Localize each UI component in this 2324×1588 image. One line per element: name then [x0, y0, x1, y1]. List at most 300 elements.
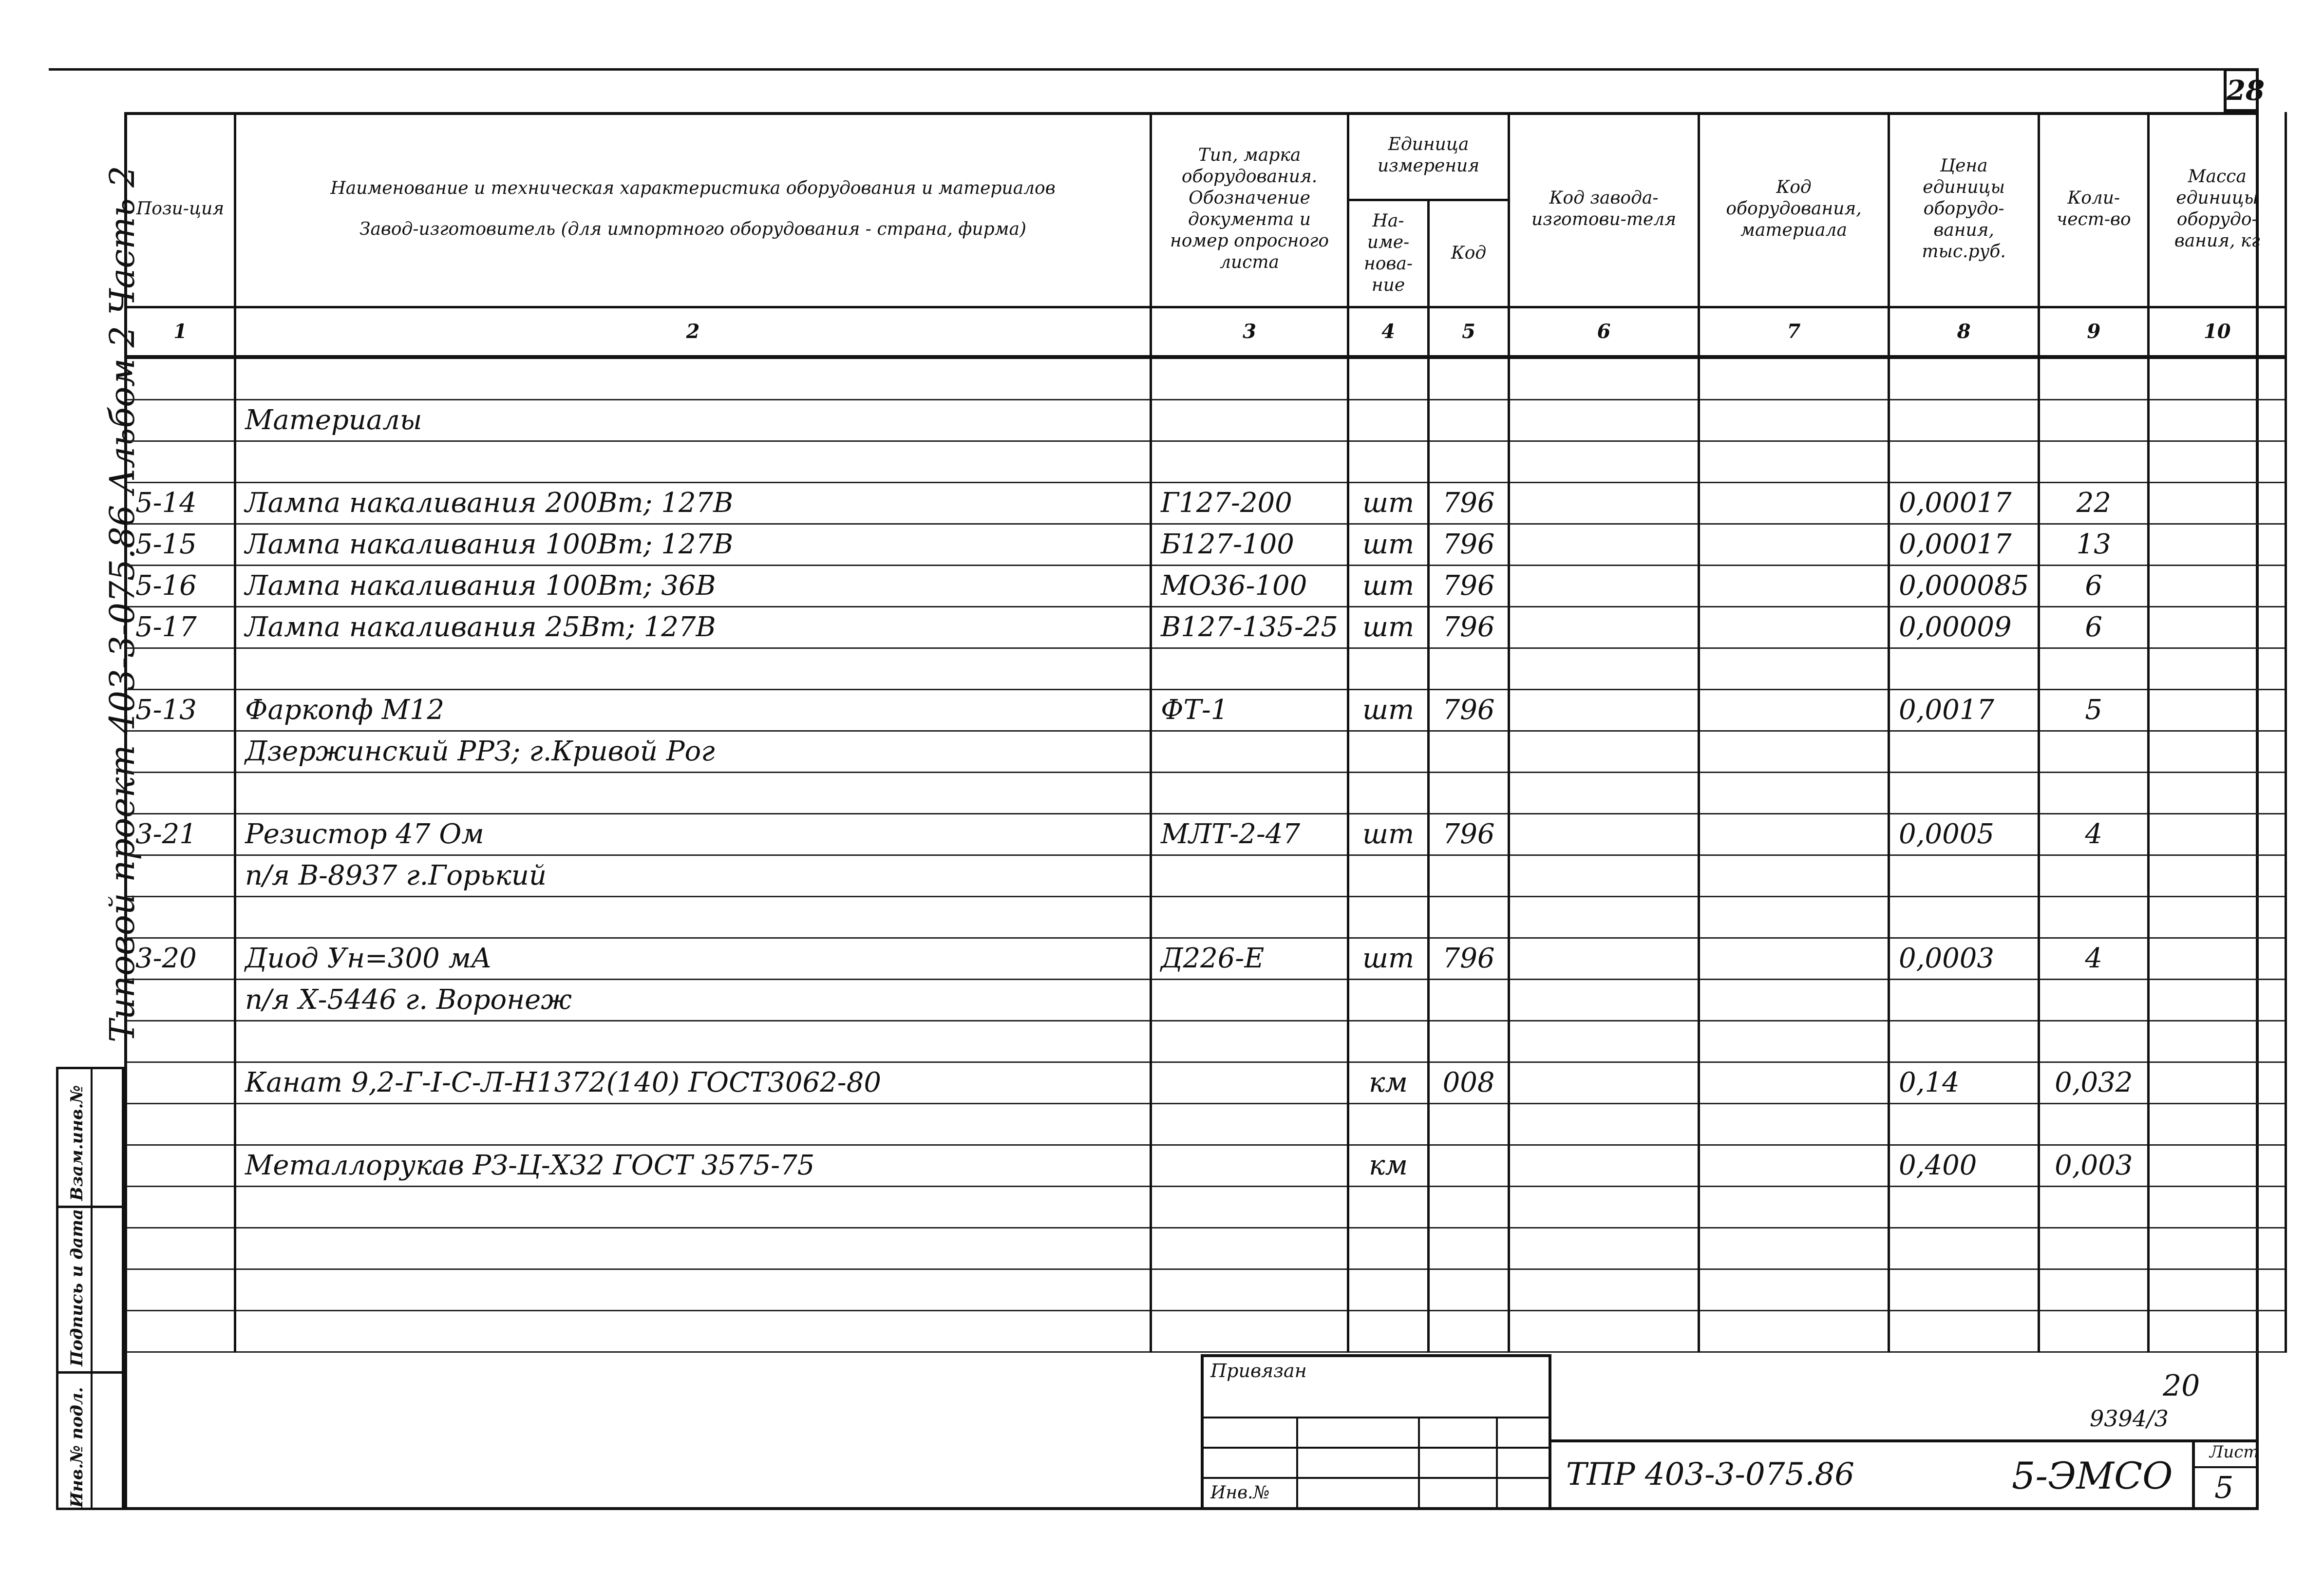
list-number: 5	[2214, 1470, 2234, 1505]
unit-cell: км	[1348, 1062, 1429, 1103]
signature-date-label: Подпись и дата	[67, 1209, 87, 1366]
table-row	[126, 1310, 2286, 1352]
unit-cell	[1348, 979, 1429, 1021]
price-cell	[1889, 855, 2039, 896]
column-number: 10	[2149, 307, 2286, 357]
position-cell: 5-13	[126, 689, 235, 731]
position-cell	[126, 1310, 235, 1352]
quantity-cell	[2039, 1269, 2149, 1310]
price-cell	[1889, 731, 2039, 772]
name-cell	[235, 772, 1151, 813]
quantity-cell	[2039, 772, 2149, 813]
quantity-cell	[2039, 399, 2149, 441]
unit-cell	[1348, 772, 1429, 813]
column-number: 7	[1699, 307, 1889, 357]
header-unit-code: Код	[1429, 200, 1509, 307]
name-cell	[235, 896, 1151, 938]
unit-code-cell: 796	[1429, 482, 1509, 524]
mass-cell	[2149, 1269, 2286, 1310]
unit-code-cell	[1429, 1228, 1509, 1269]
position-cell	[126, 357, 235, 400]
unit-cell	[1348, 1021, 1429, 1062]
plant-code-cell	[1509, 1269, 1699, 1310]
replaced-inv-label: Взам.инв.№	[67, 1085, 87, 1201]
unit-code-cell	[1429, 357, 1509, 400]
material-code-cell	[1699, 1228, 1889, 1269]
name-cell	[235, 1103, 1151, 1145]
left-margin-title: Типовой проект 403-3-075.86 Альбом 2 Часть 2	[102, 166, 142, 1042]
price-cell	[1889, 1186, 2039, 1228]
name-cell	[235, 1228, 1151, 1269]
mass-cell	[2149, 938, 2286, 979]
material-code-cell	[1699, 565, 1889, 606]
unit-code-cell	[1429, 979, 1509, 1021]
price-cell	[1889, 357, 2039, 400]
mass-cell	[2149, 1145, 2286, 1186]
price-cell	[1889, 979, 2039, 1021]
unit-cell: шт	[1348, 813, 1429, 855]
type-cell: Г127-200	[1151, 482, 1348, 524]
table-row	[126, 524, 2286, 565]
position-cell	[126, 731, 235, 772]
type-cell: В127-135-25	[1151, 606, 1348, 648]
mass-cell	[2149, 482, 2286, 524]
plant-code-cell	[1509, 441, 1699, 482]
name-cell: Канат 9,2-Г-I-С-Л-Н1372(140) ГОСТ3062-80	[235, 1062, 1151, 1103]
position-cell: 3-21	[126, 813, 235, 855]
table-row	[126, 648, 2286, 689]
price-cell: 0,000085	[1889, 565, 2039, 606]
quantity-cell	[2039, 1186, 2149, 1228]
position-cell	[126, 855, 235, 896]
unit-code-cell	[1429, 855, 1509, 896]
price-cell	[1889, 1103, 2039, 1145]
position-cell	[126, 979, 235, 1021]
type-cell	[1151, 855, 1348, 896]
table-row	[126, 772, 2286, 813]
plant-code-cell	[1509, 731, 1699, 772]
price-cell	[1889, 1310, 2039, 1352]
unit-code-cell	[1429, 399, 1509, 441]
unit-code-cell: 796	[1429, 606, 1509, 648]
name-cell: Резистор 47 Ом	[235, 813, 1151, 855]
unit-code-cell: 796	[1429, 938, 1509, 979]
name-cell	[235, 1021, 1151, 1062]
document-code: ТПР 403-3-075.86	[1566, 1456, 1854, 1493]
type-cell	[1151, 648, 1348, 689]
position-cell: 3-20	[126, 938, 235, 979]
position-cell	[126, 1021, 235, 1062]
table-row	[126, 357, 2286, 400]
inv-number-label: Инв.№	[1210, 1483, 1270, 1503]
sheet-number: 28	[2224, 68, 2259, 112]
table-row	[126, 565, 2286, 606]
mass-cell	[2149, 648, 2286, 689]
mass-cell	[2149, 731, 2286, 772]
inventory-strip-sep	[58, 1206, 122, 1208]
position-cell	[126, 399, 235, 441]
price-cell: 0,00017	[1889, 524, 2039, 565]
table-row	[126, 399, 2286, 441]
mass-cell	[2149, 772, 2286, 813]
name-cell: Металлорукав РЗ-Ц-Х32 ГОСТ 3575-75	[235, 1145, 1151, 1186]
unit-code-cell	[1429, 1186, 1509, 1228]
price-cell: 0,00017	[1889, 482, 2039, 524]
header-unit-name: На-име-нова-ние	[1348, 200, 1429, 307]
material-code-cell	[1699, 772, 1889, 813]
inventory-strip	[56, 1067, 124, 1510]
mass-cell	[2149, 565, 2286, 606]
material-code-cell	[1699, 482, 1889, 524]
material-code-cell	[1699, 896, 1889, 938]
table-row	[126, 1062, 2286, 1103]
type-cell	[1151, 1062, 1348, 1103]
plant-code-cell	[1509, 1103, 1699, 1145]
table-row	[126, 813, 2286, 855]
unit-cell	[1348, 1103, 1429, 1145]
unit-code-cell	[1429, 1103, 1509, 1145]
name-cell	[235, 648, 1151, 689]
table-row	[126, 482, 2286, 524]
unit-code-cell	[1429, 896, 1509, 938]
name-cell: Лампа накаливания 200Вт; 127В	[235, 482, 1151, 524]
name-cell: Дзержинский РРЗ; г.Кривой Рог	[235, 731, 1151, 772]
unit-cell: км	[1348, 1145, 1429, 1186]
type-cell	[1151, 1145, 1348, 1186]
material-code-cell	[1699, 1186, 1889, 1228]
name-cell	[235, 1269, 1151, 1310]
price-cell	[1889, 648, 2039, 689]
table-row	[126, 855, 2286, 896]
list-box-line	[2195, 1466, 2259, 1468]
inventory-strip-sep	[58, 1371, 122, 1374]
mass-cell	[2149, 1062, 2286, 1103]
type-cell	[1151, 1186, 1348, 1228]
stamp-divider	[1296, 1417, 1298, 1507]
column-number: 3	[1151, 307, 1348, 357]
unit-code-cell	[1429, 441, 1509, 482]
unit-code-cell	[1429, 731, 1509, 772]
header-plant-code: Код завода-изготови-теля	[1509, 112, 1699, 307]
header-name-line1: Наименование и техническая характеристика оборудования и материалов	[330, 178, 1056, 198]
plant-code-cell	[1509, 772, 1699, 813]
plant-code-cell	[1509, 1145, 1699, 1186]
type-cell	[1151, 1021, 1348, 1062]
position-cell: 5-14	[126, 482, 235, 524]
material-code-cell	[1699, 979, 1889, 1021]
table-row	[126, 689, 2286, 731]
name-cell: Фаркопф М12	[235, 689, 1151, 731]
material-code-cell	[1699, 1103, 1889, 1145]
unit-cell	[1348, 1228, 1429, 1269]
name-cell	[235, 1186, 1151, 1228]
table-row	[126, 1021, 2286, 1062]
unit-cell	[1348, 441, 1429, 482]
column-number: 4	[1348, 307, 1429, 357]
unit-code-cell	[1429, 648, 1509, 689]
name-cell: Диод Ун=300 мА	[235, 938, 1151, 979]
unit-cell	[1348, 1186, 1429, 1228]
plant-code-cell	[1509, 565, 1699, 606]
table-row	[126, 1186, 2286, 1228]
type-cell	[1151, 979, 1348, 1021]
sheet-list-box	[2192, 1439, 2259, 1510]
mass-cell	[2149, 979, 2286, 1021]
header-name-line2: Завод-изготовитель (для импортного оборудования - страна, фирма)	[359, 219, 1026, 239]
plant-code-cell	[1509, 1062, 1699, 1103]
material-code-cell	[1699, 357, 1889, 400]
mass-cell	[2149, 1103, 2286, 1145]
frame-top-line	[49, 68, 2250, 71]
header-type: Тип, марка оборудования. Обозначение документа и номер опросного листа	[1151, 112, 1348, 307]
plant-code-cell	[1509, 524, 1699, 565]
name-cell	[235, 441, 1151, 482]
plant-code-cell	[1509, 1186, 1699, 1228]
position-cell	[126, 1062, 235, 1103]
table-row	[126, 1103, 2286, 1145]
position-cell: 5-17	[126, 606, 235, 648]
plant-code-cell	[1509, 606, 1699, 648]
bound-label: Привязан	[1210, 1360, 1307, 1381]
list-label: Лист	[2210, 1442, 2259, 1462]
quantity-cell: 13	[2039, 524, 2149, 565]
material-code-cell	[1699, 606, 1889, 648]
mass-cell	[2149, 1228, 2286, 1269]
position-cell	[126, 1269, 235, 1310]
plant-code-cell	[1509, 896, 1699, 938]
position-cell	[126, 896, 235, 938]
column-number: 1	[126, 307, 235, 357]
price-cell	[1889, 772, 2039, 813]
unit-cell: шт	[1348, 689, 1429, 731]
table-row	[126, 731, 2286, 772]
unit-code-cell	[1429, 772, 1509, 813]
type-cell: МО36-100	[1151, 565, 1348, 606]
column-number: 9	[2039, 307, 2149, 357]
mass-cell	[2149, 896, 2286, 938]
mass-cell	[2149, 813, 2286, 855]
unit-cell	[1348, 855, 1429, 896]
plant-code-cell	[1509, 1310, 1699, 1352]
quantity-cell	[2039, 648, 2149, 689]
quantity-cell: 0,003	[2039, 1145, 2149, 1186]
price-cell: 0,0003	[1889, 938, 2039, 979]
quantity-cell: 4	[2039, 813, 2149, 855]
material-code-cell	[1699, 1269, 1889, 1310]
position-cell	[126, 1228, 235, 1269]
unit-cell: шт	[1348, 524, 1429, 565]
material-code-cell	[1699, 1310, 1889, 1352]
type-cell	[1151, 1269, 1348, 1310]
table-row	[126, 1145, 2286, 1186]
price-cell: 0,400	[1889, 1145, 2039, 1186]
position-cell	[126, 772, 235, 813]
column-number: 5	[1429, 307, 1509, 357]
plant-code-cell	[1509, 938, 1699, 979]
unit-code-cell	[1429, 1021, 1509, 1062]
mass-cell	[2149, 606, 2286, 648]
column-number: 2	[235, 307, 1151, 357]
unit-code-cell: 008	[1429, 1062, 1509, 1103]
unit-cell	[1348, 1310, 1429, 1352]
mass-cell	[2149, 1021, 2286, 1062]
quantity-cell: 6	[2039, 606, 2149, 648]
type-cell	[1151, 1103, 1348, 1145]
inventory-strip-divider	[91, 1069, 93, 1508]
material-code-cell	[1699, 1021, 1889, 1062]
specification-table	[124, 112, 2287, 1353]
inv-label: Инв.№ подл.	[67, 1387, 87, 1508]
unit-cell	[1348, 1269, 1429, 1310]
header-mass: Масса единицы оборудо-вания, кг	[2149, 112, 2286, 307]
position-cell	[126, 1186, 235, 1228]
mass-cell	[2149, 1186, 2286, 1228]
table-row	[126, 606, 2286, 648]
stamp-divider	[1496, 1417, 1498, 1507]
unit-cell: шт	[1348, 565, 1429, 606]
column-number: 6	[1509, 307, 1699, 357]
table-row	[126, 441, 2286, 482]
material-code-cell	[1699, 399, 1889, 441]
position-cell: 5-16	[126, 565, 235, 606]
table-row	[126, 1228, 2286, 1269]
price-cell: 0,0005	[1889, 813, 2039, 855]
price-cell: 0,14	[1889, 1062, 2039, 1103]
type-cell	[1151, 772, 1348, 813]
name-cell: п/я Х-5446 г. Воронеж	[235, 979, 1151, 1021]
stamp-divider	[1418, 1417, 1420, 1507]
type-cell: МЛТ-2-47	[1151, 813, 1348, 855]
price-cell	[1889, 399, 2039, 441]
quantity-cell	[2039, 1103, 2149, 1145]
plant-code-cell	[1509, 1228, 1699, 1269]
quantity-cell	[2039, 855, 2149, 896]
unit-cell	[1348, 648, 1429, 689]
plant-code-cell	[1509, 813, 1699, 855]
name-cell	[235, 1310, 1151, 1352]
mass-cell	[2149, 357, 2286, 400]
unit-code-cell: 796	[1429, 813, 1509, 855]
stamp-top-line	[1551, 1439, 2259, 1442]
plant-code-cell	[1509, 855, 1699, 896]
price-cell	[1889, 1021, 2039, 1062]
quantity-cell	[2039, 1310, 2149, 1352]
plant-code-cell	[1509, 979, 1699, 1021]
header-unit-group: Единица измерения	[1348, 112, 1509, 200]
plant-code-cell	[1509, 1021, 1699, 1062]
mass-cell	[2149, 689, 2286, 731]
header-price: Цена единицы оборудо-вания, тыс.руб.	[1889, 112, 2039, 307]
material-code-cell	[1699, 441, 1889, 482]
material-code-cell	[1699, 648, 1889, 689]
quantity-cell	[2039, 731, 2149, 772]
price-cell	[1889, 1228, 2039, 1269]
quantity-cell	[2039, 357, 2149, 400]
position-cell	[126, 648, 235, 689]
name-cell: Лампа накаливания 100Вт; 127В	[235, 524, 1151, 565]
quantity-cell: 22	[2039, 482, 2149, 524]
quantity-cell	[2039, 1021, 2149, 1062]
table-row	[126, 1269, 2286, 1310]
type-cell	[1151, 441, 1348, 482]
note-bottom: 9394/3	[2090, 1405, 2169, 1432]
name-cell: Материалы	[235, 399, 1151, 441]
unit-code-cell	[1429, 1145, 1509, 1186]
type-cell	[1151, 896, 1348, 938]
unit-cell: шт	[1348, 482, 1429, 524]
plant-code-cell	[1509, 648, 1699, 689]
unit-cell: шт	[1348, 606, 1429, 648]
price-cell	[1889, 896, 2039, 938]
quantity-cell: 0,032	[2039, 1062, 2149, 1103]
mass-cell	[2149, 441, 2286, 482]
quantity-cell: 5	[2039, 689, 2149, 731]
position-cell	[126, 441, 235, 482]
mass-cell	[2149, 524, 2286, 565]
mass-cell	[2149, 855, 2286, 896]
quantity-cell	[2039, 441, 2149, 482]
column-number: 8	[1889, 307, 2039, 357]
column-numbers-row	[126, 307, 2286, 357]
header-quantity: Коли-чест-во	[2039, 112, 2149, 307]
quantity-cell	[2039, 979, 2149, 1021]
material-code-cell	[1699, 855, 1889, 896]
quantity-cell	[2039, 1228, 2149, 1269]
plant-code-cell	[1509, 399, 1699, 441]
type-cell: ФТ-1	[1151, 689, 1348, 731]
quantity-cell	[2039, 896, 2149, 938]
document-mark: 5-ЭМСО	[2012, 1454, 2173, 1497]
table-row	[126, 979, 2286, 1021]
table-row	[126, 938, 2286, 979]
unit-code-cell	[1429, 1310, 1509, 1352]
material-code-cell	[1699, 524, 1889, 565]
quantity-cell: 4	[2039, 938, 2149, 979]
type-cell: Д226-Е	[1151, 938, 1348, 979]
unit-cell	[1348, 896, 1429, 938]
unit-cell: шт	[1348, 938, 1429, 979]
plant-code-cell	[1509, 482, 1699, 524]
unit-cell	[1348, 399, 1429, 441]
header-material-code: Код оборудования, материала	[1699, 112, 1889, 307]
mass-cell	[2149, 399, 2286, 441]
unit-code-cell	[1429, 1269, 1509, 1310]
material-code-cell	[1699, 1062, 1889, 1103]
position-cell	[126, 1103, 235, 1145]
name-cell: Лампа накаливания 100Вт; 36В	[235, 565, 1151, 606]
price-cell: 0,00009	[1889, 606, 2039, 648]
plant-code-cell	[1509, 357, 1699, 400]
material-code-cell	[1699, 731, 1889, 772]
type-cell	[1151, 357, 1348, 400]
type-cell	[1151, 1228, 1348, 1269]
material-code-cell	[1699, 689, 1889, 731]
material-code-cell	[1699, 813, 1889, 855]
price-cell: 0,0017	[1889, 689, 2039, 731]
quantity-cell: 6	[2039, 565, 2149, 606]
unit-cell	[1348, 357, 1429, 400]
name-cell: п/я В-8937 г.Горький	[235, 855, 1151, 896]
price-cell	[1889, 441, 2039, 482]
position-cell: 5-15	[126, 524, 235, 565]
name-cell: Лампа накаливания 25Вт; 127В	[235, 606, 1151, 648]
binding-stamp	[1201, 1354, 1551, 1510]
unit-code-cell: 796	[1429, 565, 1509, 606]
price-cell	[1889, 1269, 2039, 1310]
material-code-cell	[1699, 938, 1889, 979]
type-cell	[1151, 399, 1348, 441]
mass-cell	[2149, 1310, 2286, 1352]
